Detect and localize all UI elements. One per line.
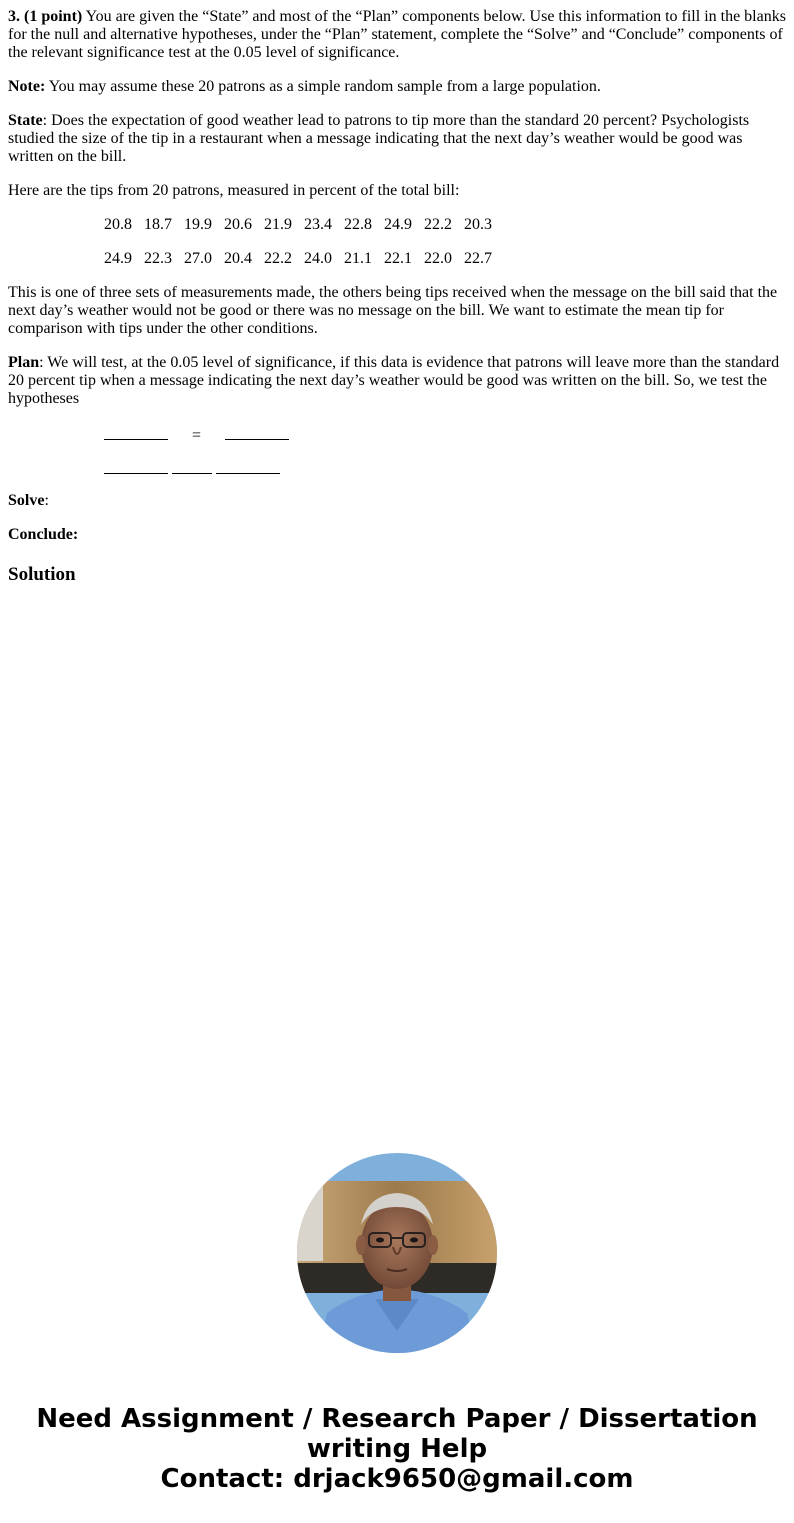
tip-value: 20.4 (224, 250, 252, 267)
solve-label: Solve (8, 492, 45, 509)
note-label: Note: (8, 78, 46, 95)
tip-value: 20.8 (104, 216, 132, 233)
plan-text: : We will test, at the 0.05 level of significance, if this data is evidence that patrons will leave more than the standard 20 percent tip when a message indicating the next day’s weather would be good was written on the bill. So, we test the hypotheses (8, 354, 780, 407)
solve-paragraph (8, 492, 788, 510)
tips-intro: Here are the tips from 20 patrons, measured in percent of the total bill: (8, 182, 460, 199)
null-hypothesis-rhs-blank[interactable] (225, 424, 289, 440)
state-text: : Does the expectation of good weather lead to patrons to tip more than the standard 20 percent? Psychologists studied the size of the tip in a restaurant when a message indicating that the next day’s weather would be good was written on the bill. (8, 112, 750, 165)
note-paragraph (8, 78, 788, 96)
null-hypothesis-row (104, 424, 788, 442)
context-paragraph: This is one of three sets of measurements made, the others being tips received when the message on the bill said that the next day’s weather would not be good or there was no message on the bill. We want to estimate the mean tip for comparison with tips under the other conditions. (8, 284, 778, 337)
alt-hypothesis-operator-blank[interactable] (172, 458, 212, 474)
conclude-label: Conclude: (8, 526, 79, 543)
tip-value: 22.0 (424, 250, 452, 267)
equals-sign: = (191, 427, 202, 444)
problem-intro (8, 8, 788, 62)
tip-value: 22.1 (384, 250, 412, 267)
plan-label: Plan (8, 354, 40, 371)
problem-number: 3. (1 point) (8, 8, 83, 25)
tip-value: 19.9 (184, 216, 212, 233)
tip-value: 20.3 (464, 216, 492, 233)
problem-content (8, 8, 788, 586)
alternative-hypothesis-row (104, 458, 788, 476)
tip-value: 24.0 (304, 250, 332, 267)
alt-hypothesis-rhs-blank[interactable] (216, 458, 280, 474)
tip-value: 21.1 (344, 250, 372, 267)
tip-value: 22.8 (344, 216, 372, 233)
alt-hypothesis-lhs-blank[interactable] (104, 458, 168, 474)
solution-heading: Solution (8, 564, 76, 585)
author-avatar (297, 1153, 497, 1353)
tip-value: 20.6 (224, 216, 252, 233)
state-paragraph (8, 112, 788, 166)
footer-line-2: writing Help (306, 1434, 488, 1464)
tips-row-2 (104, 250, 788, 268)
author-photo (297, 1153, 497, 1353)
tip-value: 22.2 (424, 216, 452, 233)
tip-value: 23.4 (304, 216, 332, 233)
plan-paragraph (8, 354, 788, 408)
tip-value: 18.7 (144, 216, 172, 233)
solve-colon: : (44, 492, 49, 509)
footer-contact (0, 1404, 794, 1494)
tip-value: 24.9 (104, 250, 132, 267)
tip-value: 21.9 (264, 216, 292, 233)
note-text: You may assume these 20 patrons as a simple random sample from a large population. (45, 78, 601, 95)
tip-value: 22.3 (144, 250, 172, 267)
footer-contact-line: Contact: drjack9650@gmail.com (160, 1464, 634, 1494)
tips-row-1 (104, 216, 788, 234)
problem-intro-text: You are given the “State” and most of the “Plan” components below. Use this information to fill in the blanks for the null and alternative hypotheses, under the “Plan” statement, complete the “Solve” and “Conclude” components of the relevant significance test at the 0.05 level of significance. (8, 8, 786, 61)
footer-line-1: Need Assignment / Research Paper / Dissertation (36, 1404, 758, 1434)
conclude-paragraph (8, 526, 788, 544)
tip-value: 22.7 (464, 250, 492, 267)
tip-value: 24.9 (384, 216, 412, 233)
tip-value: 27.0 (184, 250, 212, 267)
state-label: State (8, 112, 43, 129)
null-hypothesis-lhs-blank[interactable] (104, 424, 168, 440)
tip-value: 22.2 (264, 250, 292, 267)
